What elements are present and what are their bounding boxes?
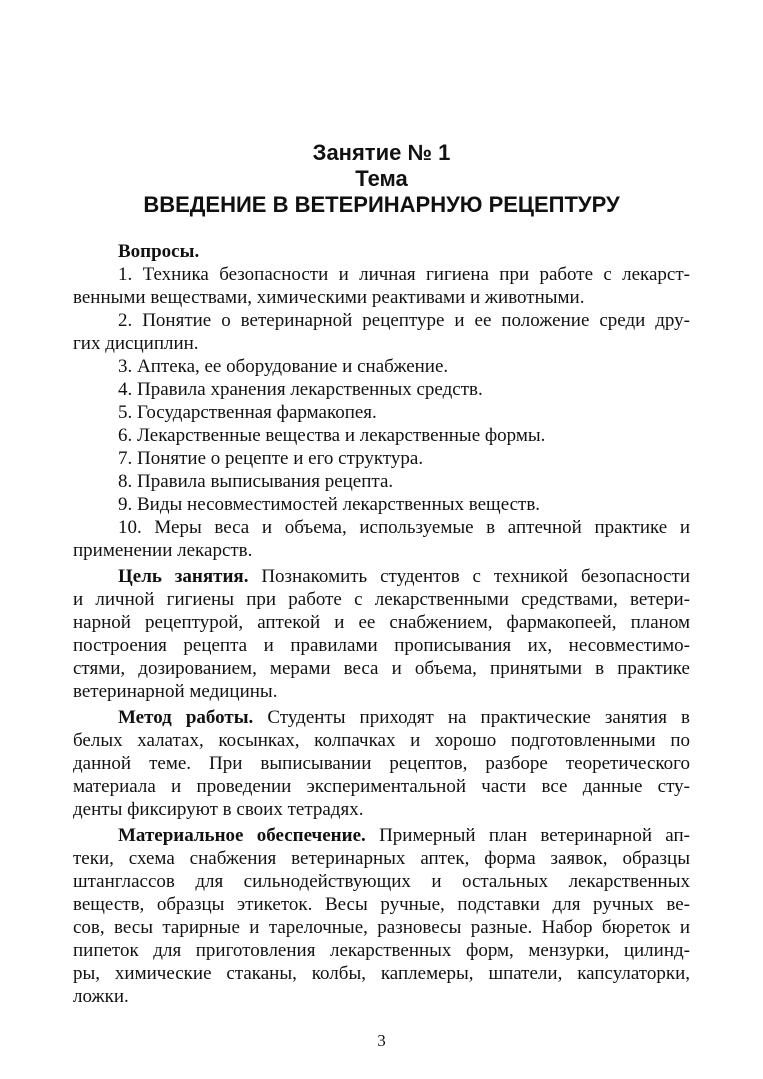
method-paragraph-line: Метод работы. Студенты приходят на практические занятия в: [118, 707, 690, 728]
materials-paragraph-line: ложки.: [73, 986, 129, 1007]
materials-paragraph-line: теки, схема снабжения ветеринарных аптек, форма заявок, образцы: [73, 848, 690, 869]
method-paragraph-line: материала и проведении экспериментальной части все данные сту-: [73, 776, 690, 797]
method-paragraph-line: белых халатах, косынках, колпачках и хорошо подготовленными по: [73, 730, 690, 751]
materials-label: Материальное обеспечение.: [118, 825, 366, 846]
materials-paragraph-line: штанглассов для сильнодействующих и остальных лекарственных: [73, 871, 690, 892]
question-item-continuation: гих дисциплин.: [73, 333, 199, 354]
materials-paragraph-line: Материальное обеспечение. Примерный план ветеринарной ап-: [118, 825, 690, 846]
method-label: Метод работы.: [118, 707, 254, 728]
question-item: 7. Понятие о рецепте и его структура.: [118, 448, 424, 469]
question-item: 10. Меры веса и объема, используемые в аптечной практике и: [118, 517, 690, 538]
goal-label: Цель занятия.: [118, 566, 249, 587]
question-item: 1. Техника безопасности и личная гигиена при работе с лекарст-: [118, 264, 690, 285]
question-item-continuation: применении лекарств.: [73, 540, 253, 561]
topic-label: Тема: [355, 166, 408, 191]
topic-title: ВВЕДЕНИЕ В ВЕТЕРИНАРНУЮ РЕЦЕПТУРУ: [143, 192, 620, 217]
lesson-number: Занятие № 1: [312, 140, 451, 165]
goal-paragraph-line: нарной рецептурой, аптекой и ее снабжением, фармакопеей, планом: [73, 612, 690, 633]
materials-paragraph-line: веществ, образцы этикеток. Весы ручные, подставки для ручных ве-: [73, 894, 690, 915]
goal-paragraph-line: ветеринарной медицины.: [73, 681, 278, 702]
materials-paragraph-line: пипеток для приготовления лекарственных форм, мензурки, цилинд-: [73, 940, 690, 961]
materials-paragraph-line: ры, химические стаканы, колбы, каплемеры, шпатели, капсулаторки,: [73, 963, 690, 984]
question-item: 6. Лекарственные вещества и лекарственные формы.: [118, 425, 546, 446]
goal-paragraph-line: построения рецепта и правилами прописывания их, несовместимо-: [73, 635, 690, 656]
question-item: 9. Виды несовместимостей лекарственных веществ.: [118, 494, 541, 515]
question-item: 3. Аптека, ее оборудование и снабжение.: [118, 356, 449, 377]
method-paragraph-line: данной теме. При выписывании рецептов, разборе теоретического: [73, 753, 690, 774]
goal-paragraph-line: стями, дозированием, мерами веса и объема, принятыми в практике: [73, 658, 690, 679]
question-item: 2. Понятие о ветеринарной рецептуре и ее положение среди дру-: [118, 310, 690, 331]
goal-paragraph-line: Цель занятия. Познакомить студентов с техникой безопасности: [118, 566, 691, 587]
question-item: 8. Правила выписывания рецепта.: [118, 471, 394, 492]
method-paragraph-line: денты фиксируют в своих тетрадях.: [73, 799, 364, 820]
question-item: 4. Правила хранения лекарственных средств.: [118, 379, 483, 400]
question-item-continuation: венными веществами, химическими реактивами и животными.: [73, 287, 585, 308]
questions-heading: Вопросы.: [118, 241, 200, 262]
materials-paragraph-line: сов, весы тарирные и тарелочные, разновесы разные. Набор бюреток и: [73, 917, 690, 938]
page-number: 3: [377, 1031, 386, 1050]
goal-paragraph-line: и личной гигиены при работе с лекарственными средствами, ветери-: [73, 589, 690, 610]
question-item: 5. Государственная фармакопея.: [118, 402, 377, 423]
